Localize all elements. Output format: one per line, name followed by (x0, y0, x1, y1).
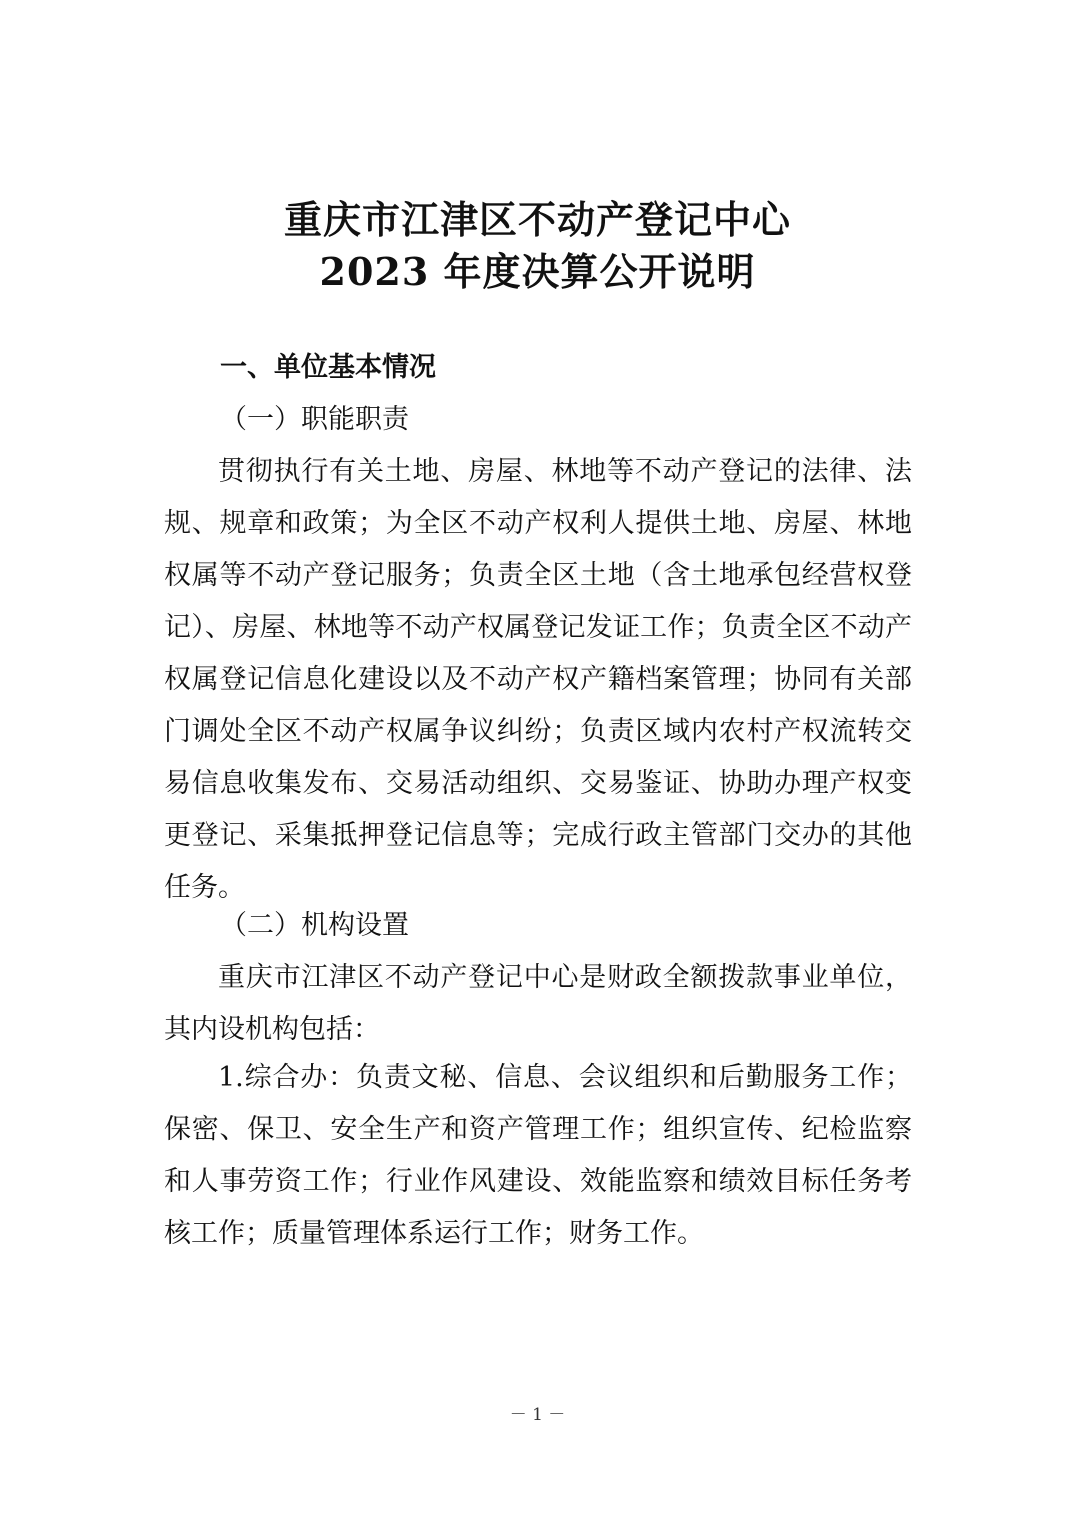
section1-heading: 一、单位基本情况 (220, 352, 436, 383)
paragraph-organization: 重庆市江津区不动产登记中心是财政全额拨款事业单位，其内设机构包括： (164, 962, 912, 1045)
page-number: － 1 － (509, 1405, 566, 1425)
document-title-line1: 重庆市江津区不动产登记中心 (283, 197, 791, 242)
paragraph-duties: 贯彻执行有关土地、房屋、林地等不动产登记的法律、法规、规章和政策；为全区不动产权利人提供土地、房屋、林地权属等不动产登记服务；负责全区土地（含土地承包经营权登记）、房屋、林地等不动产权属登记发证工作；负责全区不动产权属登记信息化建设以及不动产权产籍档案管理；协同有关部门调处全区不动产权属争议纠纷；负责区域内农村产权流转交易信息收集发布、交易活动组织、交易鉴证、协助办理产权变更登记、采集抵押登记信息等；完成行政主管部门交办的其他任务。 (164, 456, 912, 903)
document-title-line2: 2023 年度决算公开说明 (319, 249, 756, 294)
paragraph-general-office: 1.综合办：负责文秘、信息、会议组织和后勤服务工作；保密、保卫、安全生产和资产管理工作；组织宣传、纪检监察和人事劳资工作；行业作风建设、效能监察和绩效目标任务考核工作；质量管理体系运行工作；财务工作。 (164, 1062, 912, 1249)
subsection1-heading: （一）职能职责 (220, 404, 409, 435)
subsection2-heading: （二）机构设置 (220, 910, 409, 941)
